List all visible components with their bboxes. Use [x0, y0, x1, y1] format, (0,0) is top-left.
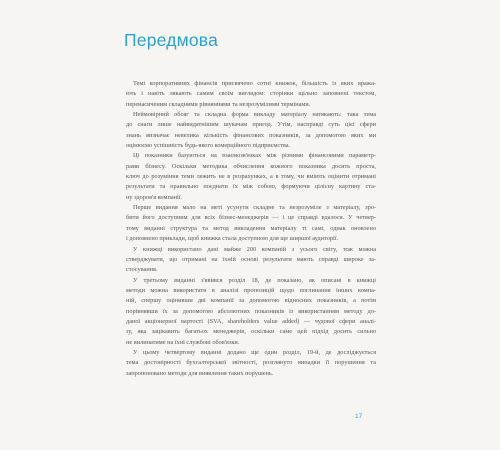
text-line: стверджувати, що отримані на їхній основі результати мають справді широке за- — [126, 255, 376, 263]
paragraph — [126, 203, 376, 244]
text-line: даної акціонерної вартості (SVA, shareholders value added) — чудової сфери аналі- — [126, 317, 376, 325]
paragraph — [126, 79, 376, 110]
paragraph — [126, 245, 376, 276]
paragraph — [126, 151, 376, 203]
text-line: ключ до розуміння теми лежить не в розрахунках, а в тому, чи вміють оцінити отримані — [126, 173, 376, 181]
text-line: перенасиченим складними рівняннями та незрозумілими термінами. — [126, 100, 311, 108]
text-line: результати та правильно поєднати їх між собою, формуючи цілісну картину ста- — [126, 183, 376, 191]
text-line: знань визначає невелика кількість фінансових показників, за допомогою яких ми — [126, 131, 376, 139]
text-line: Перше видання мало на меті усунути складне та незрозуміле з матеріалу, зро- — [133, 204, 376, 212]
text-line: стосування. — [126, 266, 158, 274]
text-line: зу, яка зацікавить багатьох менеджерів, оскільки саме цей підхід досить сильно — [126, 328, 376, 336]
paragraph — [126, 348, 376, 379]
text-line: і доповнено приклади, щоб книжка стала доступною для ще ширшої аудиторії. — [126, 235, 339, 243]
paragraph — [126, 110, 376, 151]
text-line: Темі корпоративних фінансів присвячено сотні книжок, більшість із яких вража- — [133, 80, 376, 87]
text-line: У третьому виданні з'явився розділ 18, де показано, як описані в книжці — [133, 276, 376, 284]
paragraph — [126, 276, 376, 348]
text-line: Неймовірний обсяг та складна форма викладу матеріалу натякають: така тема — [133, 111, 376, 119]
text-line: тема достовірності бухгалтерської звітності, розглянуто випадки її порушення та — [126, 359, 376, 367]
text-line: ють і навіть лякають самим своїм виглядом: сторінки щільно заповнені текстом, — [126, 90, 376, 98]
text-line: бити його доступним для всіх бізнес-менеджерів — і це справді вдалося. У четвер- — [126, 214, 376, 222]
text-line: рами бізнесу. Оскільки методика обчислення кожного показника досить проста, — [126, 162, 376, 170]
page-number: 17 — [355, 413, 363, 420]
text-line: тому виданні структура та метод викладення матеріалу ті самі, однак оновлено — [126, 224, 376, 232]
text-line: ну здоров'я компанії. — [126, 193, 183, 201]
text-line: ній, спершу оцінивши дві компанії за допомогою відносних показників, а потім — [126, 297, 376, 305]
text-line: не вилинатиме на їхні службові обов'язки. — [126, 338, 240, 346]
text-line: методи можна використати в аналізі пропозицій щодо поглинання інших компа- — [126, 286, 376, 294]
text-line: У книжці використано дані майже 200 компаній з усього світу, тож можна — [133, 245, 376, 253]
text-line: порівнявши їх за допомогою абсолютних показників із використанням методу до- — [126, 307, 376, 315]
page-title: Передмова — [124, 30, 218, 50]
text-line: Ці показники базуються на взаємозв'язках між різними фінансовими параметр- — [133, 152, 376, 160]
text-line: до снаги лише найвидатнішим шукачам пригод. Утім, насправді суть цієї сфери — [126, 121, 376, 129]
text-line: оцінюємо успішність будь-якого комерційного підприємства. — [126, 142, 291, 150]
text-line: У цьому четвертому виданні додано ще один розділ, 19-й, де досліджується — [133, 348, 376, 356]
body-text — [126, 79, 376, 379]
text-line: запропоновано методи для виявлення таких порушень. — [126, 369, 274, 377]
